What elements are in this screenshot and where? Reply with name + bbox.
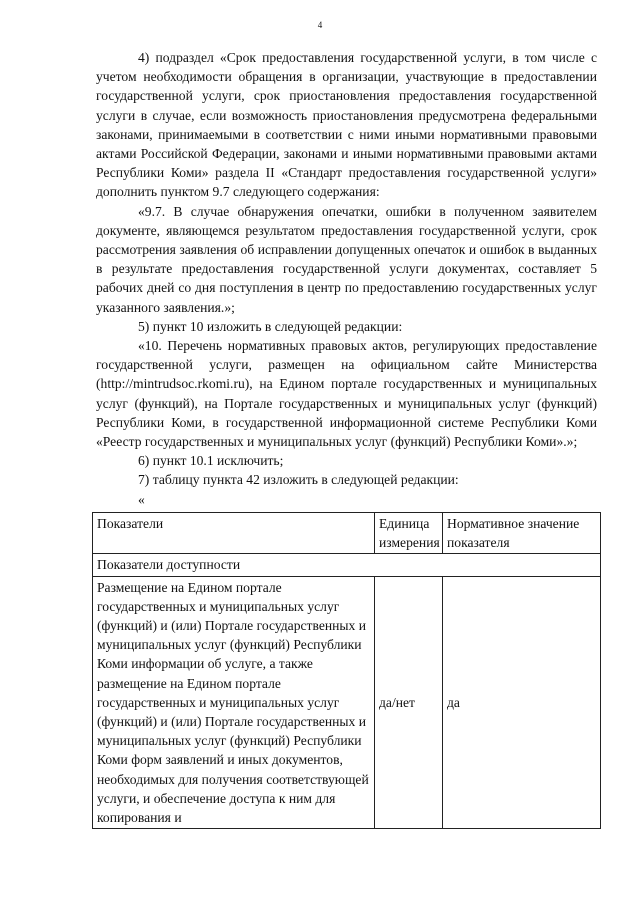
paragraph-clause-10: «10. Перечень нормативных правовых актов, регулирующих предоставление государственной услуги, размещен на официальном сайте Министерства (http://mintrudsoc.rkomi.ru), на Едином портале государственных и муниципальных услуг (функций), на Портале государственных и муниципальных услуг (функций) Республики Коми, в государственной информационной системе Республики Коми «Реестр государственных и муниципальных услуг (функций) Республики Коми».»; [96,338,597,450]
document-body [96,48,597,509]
header-indicators: Показатели [93,513,375,554]
paragraph-item-6: 6) пункт 10.1 исключить; [138,453,284,469]
section-accessibility: Показатели доступности [93,554,601,576]
paragraph-clause-9-7: «9.7. В случае обнаружения опечатки, ошибки в полученном заявителем документе, являющемся результатом предоставления государственной услуги, срок рассмотрения заявления об исправлении допущенных опечаток и ошибок в выданных в результате предоставления государственной услуги документах, составляет 5 рабочих дней со дня поступления в центр по предоставлению государственных услуг указанного заявления.»; [96,203,597,315]
header-unit: Единица измерения [375,513,443,554]
indicators-table [92,512,601,829]
paragraph-item-7: 7) таблицу пункта 42 изложить в следующей редакции: [138,472,459,488]
paragraph-item-4: 4) подраздел «Срок предоставления государственной услуги, в том числе с учетом необходимости обращения в организации, участвующие в предоставлении государственной услуги, срок приостановления предоставления государственной услуги в случае, если возможность приостановления предусмотрена федеральными законами, принимаемыми в соответствии с ними иными нормативными правовыми актами Российской Федерации, законами и иными нормативными правовыми актами Республики Коми» раздела II «Стандарт предоставления государственной услуги» дополнить пунктом 9.7 следующего содержания: [96,50,597,200]
paragraph-item-5: 5) пункт 10 изложить в следующей редакции: [138,318,403,334]
table-section-row [93,554,601,576]
row-unit: да/нет [375,576,443,829]
row-indicator: Размещение на Едином портале государственных и муниципальных услуг (функций) и (или) Портале государственных и муниципальных услуг (функций) Республики Коми информации об услуге, а также размещение на Едином портале государственных и муниципальных услуг (функций) и (или) Портале государственных и муниципальных услуг (функций) Республики Коми форм заявлений и иных документов, необходимых для получения соответствующей услуги, и обеспечение доступа к ним для копирования и [93,576,375,829]
header-normative-value: Нормативное значение показателя [443,513,601,554]
table-opening-quote: « [138,491,145,507]
table-row [93,576,601,829]
row-value: да [443,576,601,829]
page-number: 4 [317,20,323,30]
table-header-row [93,513,601,554]
